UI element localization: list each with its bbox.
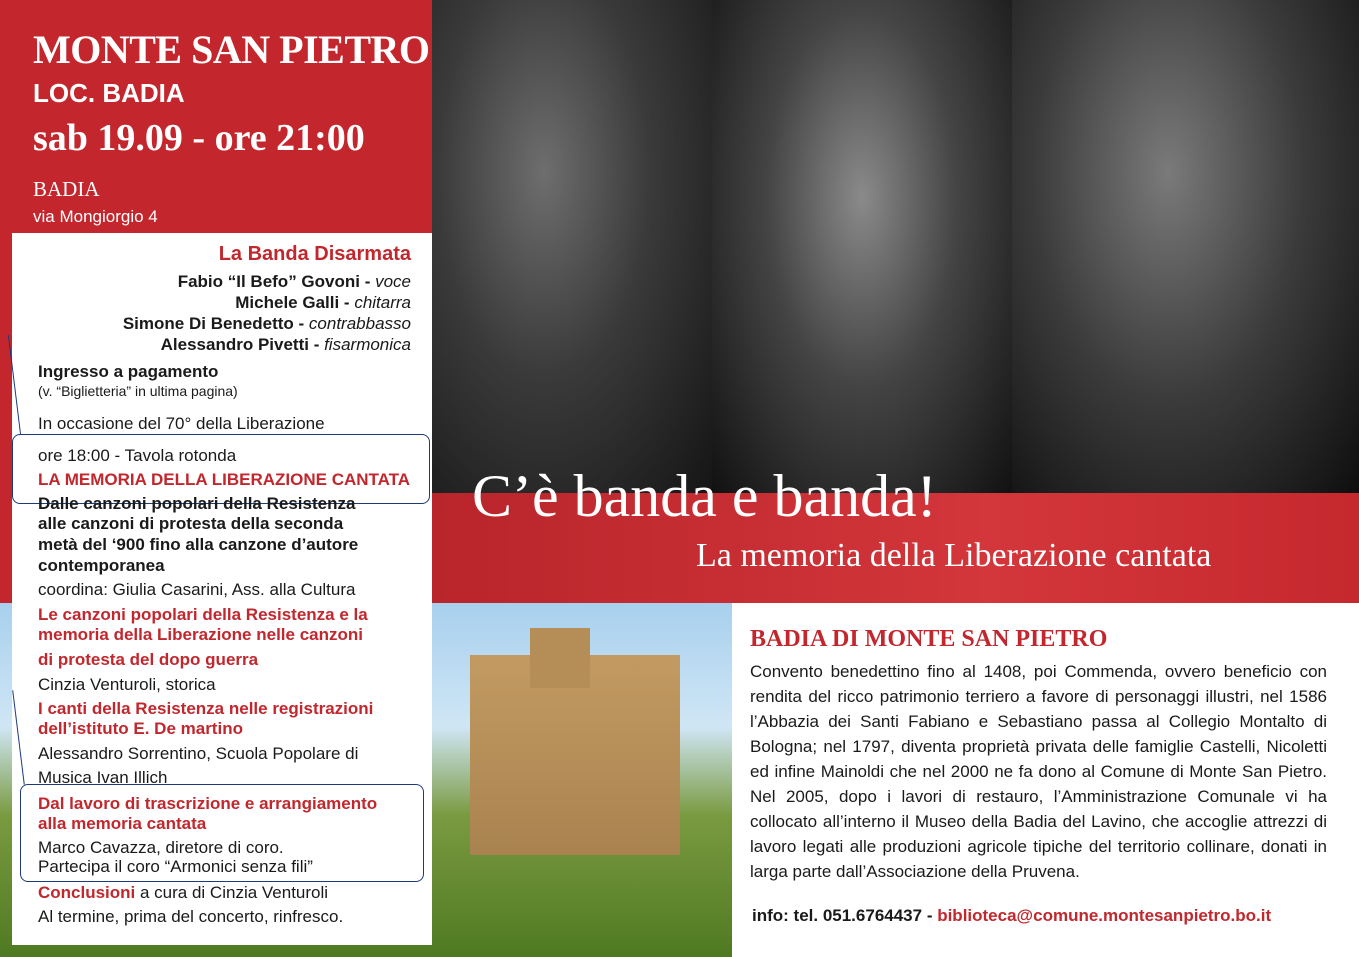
email-link[interactable]: biblioteca@comune.montesanpietro.bo.it [937,906,1272,925]
banner-subtitle: La memoria della Liberazione cantata [696,537,1212,574]
info-text: Convento benedettino fino al 1408, poi Commenda, ovvero beneficio con rendita del ricco patrimonio terriero a favore di personaggi illustri, nel 1586 l’Abbazia dei Santi Fabiano e Sebastiano passa al Collegio Montalto di Bologna; nel 1797, diventa proprietà privata delle famiglie Castelli, Nicoletti ed infine Mainoldi che nel 2000 ne fa dono al Comune di Monte San Pietro. Nel 2005, dopo i lavori di restauro, l’Amministrazione Comunale vi ha collocato all’interno il Museo della Badia del Lavino, che accoglie attrezzi di lavoro legati alle produzioni agricole tipiche del territorio collinare, donati in larga parte dall’Associazione della Pruvena. [750,662,1327,881]
event-venue: BADIA [33,177,100,201]
talk-speaker: Musica Ivan Illich [38,768,168,787]
left-red-strip [0,233,12,603]
event-town: MONTE SAN PIETRO [33,27,430,72]
band-member: Fabio “Il Befo” Govoni - voce [177,272,411,291]
event-address: via Mongiorgio 4 [33,207,158,226]
singer-photo [712,0,1012,493]
coordinator: coordina: Giulia Casarini, Ass. alla Cultura [38,580,356,599]
talk-title: memoria della Liberazione nelle canzoni [38,625,363,644]
choir-note: Partecipa il coro “Armonici senza fili” [38,857,313,876]
roundtable-description: metà del ‘900 fino alla canzone d’autore [38,535,359,554]
banner-title: C’è banda e banda! [472,463,937,529]
conclusions: Conclusioni a cura di Cinzia Venturoli [38,883,329,902]
roundtable-time: ore 18:00 - Tavola rotonda [38,446,237,465]
closing-note: Al termine, prima del concerto, rinfresco. [38,907,344,926]
talk-speaker: Marco Cavazza, diretore di coro. [38,838,284,857]
band-member: Michele Galli - chitarra [235,293,411,312]
occasion-text: In occasione del 70° della Liberazione [38,414,325,433]
event-location: LOC. BADIA [33,78,185,108]
band-member: Alessandro Pivetti - fisarmonica [160,335,411,354]
band-member: Simone Di Benedetto - contrabbasso [122,314,411,333]
contact-info: info: tel. 051.6764437 - biblioteca@comune.montesanpietro.bo.it [752,906,1272,925]
talk-speaker: Cinzia Venturoli, storica [38,675,216,694]
talk-title: alla memoria cantata [38,814,207,833]
ticket-info: Ingresso a pagamento [38,362,219,381]
talk-speaker: Alessandro Sorrentino, Scuola Popolare di [38,744,359,763]
roundtable-description: alle canzoni di protesta della seconda [38,514,344,533]
accordion-player-photo [432,0,712,493]
ticket-note: (v. “Biglietteria” in ultima pagina) [38,383,238,399]
abbey-tower [530,628,590,688]
talk-title: Dal lavoro di trascrizione e arrangiamento [38,794,378,813]
roundtable-title: LA MEMORIA DELLA LIBERAZIONE CANTATA [38,470,411,489]
talk-title: dell’istituto E. De martino [38,719,243,738]
talk-title: Le canzoni popolari della Resistenza e la [38,605,368,624]
talk-title: I canti della Resistenza nelle registrazioni [38,699,374,718]
info-title: BADIA DI MONTE SAN PIETRO [750,626,1108,652]
guitarist-photo [1012,0,1359,493]
roundtable-description: Dalle canzoni popolari della Resistenza [38,494,356,513]
band-name: La Banda Disarmata [218,243,411,265]
talk-title: di protesta del dopo guerra [38,650,259,669]
event-date: sab 19.09 - ore 21:00 [33,117,365,159]
roundtable-description: contemporanea [38,556,165,575]
